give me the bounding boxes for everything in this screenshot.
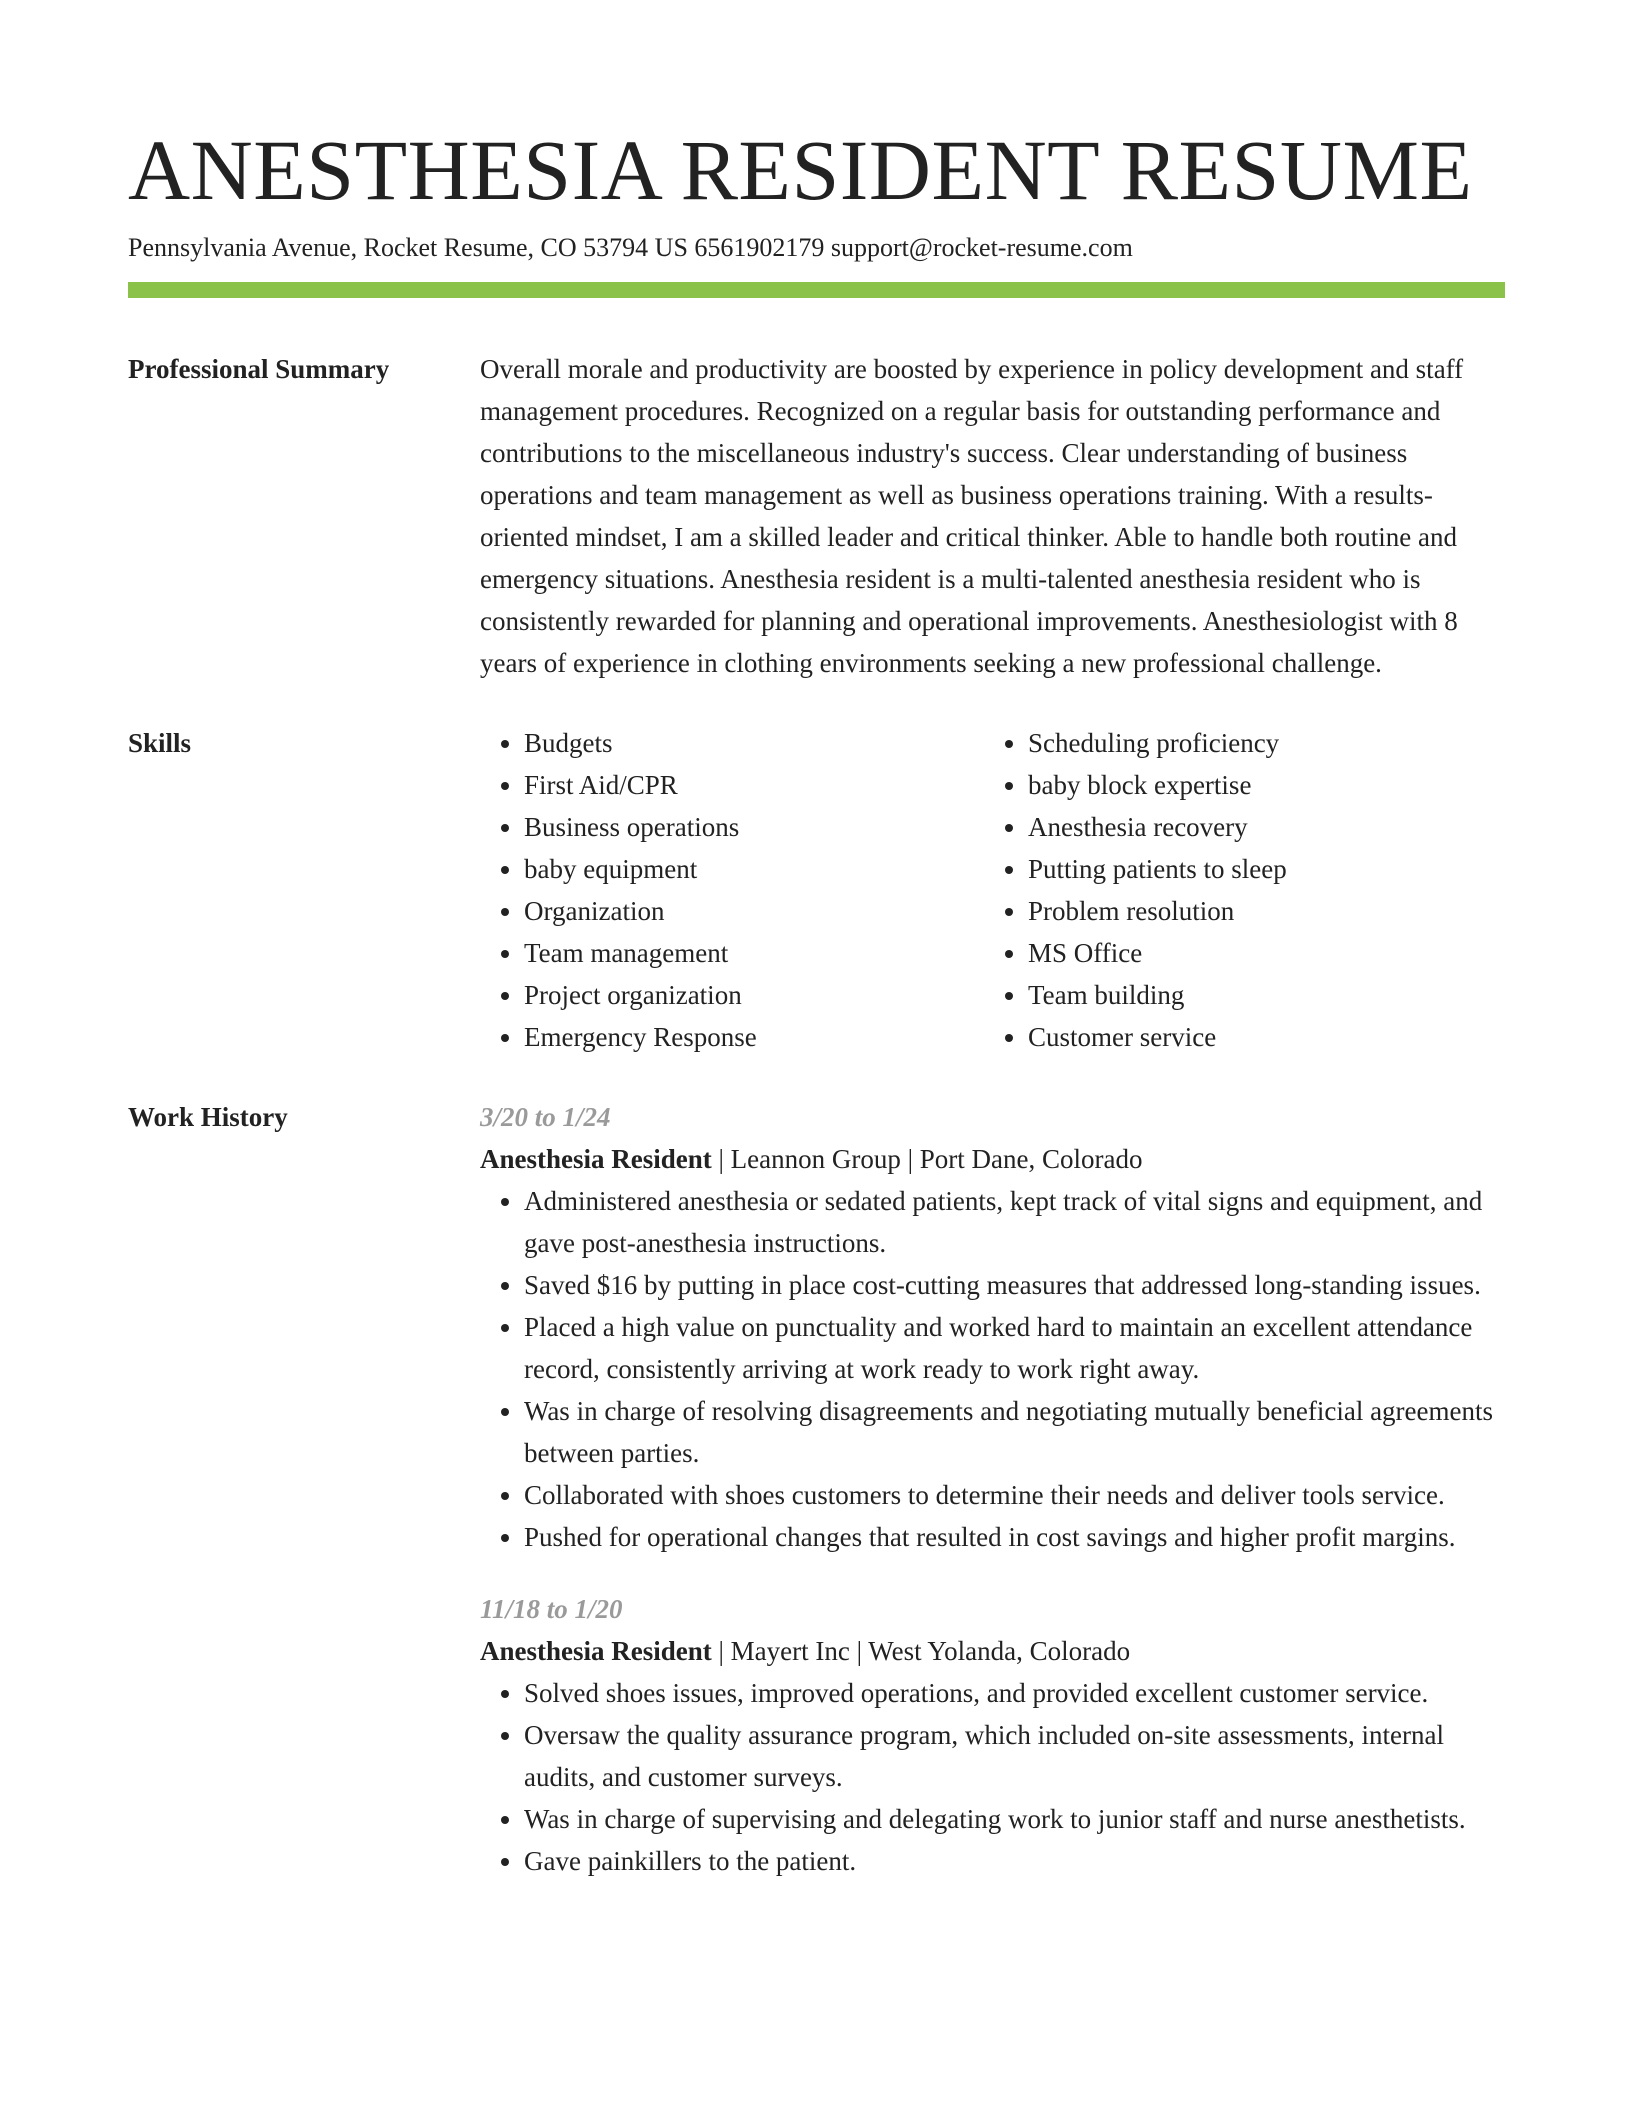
contact-line: Pennsylvania Avenue, Rocket Resume, CO 53794 US 6561902179 support@rocket-resume.com: [128, 233, 1133, 262]
skill-item: • Business operations: [524, 806, 984, 848]
professional-summary-section: [128, 348, 1505, 684]
resume-page: [128, 0, 1505, 1912]
skill-item: • Putting patients to sleep: [1028, 848, 1488, 890]
job-bullet-list: [480, 1180, 1505, 1558]
skill-item: • Team management: [524, 932, 984, 974]
skill-item: • baby block expertise: [1028, 764, 1488, 806]
skill-item: • MS Office: [1028, 932, 1488, 974]
skill-item: • baby equipment: [524, 848, 984, 890]
resume-title: ANESTHESIA RESIDENT RESUME: [128, 122, 1473, 218]
skill-item: • First Aid/CPR: [524, 764, 984, 806]
skill-item: • Customer service: [1028, 1016, 1488, 1058]
section-label: Skills: [128, 728, 192, 758]
job-title: Anesthesia Resident: [480, 1636, 712, 1666]
skill-item: • Team building: [1028, 974, 1488, 1016]
job-bullet: • Oversaw the quality assurance program, which included on-site assessments, internal audits, and customer surveys.: [524, 1714, 1505, 1798]
skill-item: • Scheduling proficiency: [1028, 722, 1488, 764]
section-label: Work History: [128, 1102, 288, 1132]
job-bullet: • Administered anesthesia or sedated patients, kept track of vital signs and equipment, and gave post-anesthesia instructions.: [524, 1180, 1505, 1264]
job-bullet: • Gave painkillers to the patient.: [524, 1840, 1505, 1882]
section-body: [480, 348, 1505, 684]
section-body: [480, 1096, 1505, 1912]
job-bullet: • Collaborated with shoes customers to determine their needs and deliver tools service.: [524, 1474, 1505, 1516]
job-bullet: • Pushed for operational changes that resulted in cost savings and higher profit margins.: [524, 1516, 1505, 1558]
job-details: | Mayert Inc | West Yolanda, Colorado: [711, 1636, 1131, 1666]
job-bullet: • Was in charge of supervising and delegating work to junior staff and nurse anesthetists.: [524, 1798, 1505, 1840]
job-bullet: • Solved shoes issues, improved operations, and provided excellent customer service.: [524, 1672, 1505, 1714]
skill-item: • Project organization: [524, 974, 984, 1016]
skills-list-right: [984, 722, 1488, 1058]
job-heading: [480, 1630, 1505, 1672]
job-bullet: • Placed a high value on punctuality and worked hard to maintain an excellent attendance record, consistently arriving at work ready to work right away.: [524, 1306, 1505, 1390]
job-entry: [480, 1588, 1505, 1882]
skills-section: [128, 722, 1505, 1058]
skill-item: • Budgets: [524, 722, 984, 764]
job-bullet: • Was in charge of resolving disagreements and negotiating mutually beneficial agreements between parties.: [524, 1390, 1505, 1474]
job-details: | Leannon Group | Port Dane, Colorado: [711, 1144, 1143, 1174]
work-history-section: [128, 1096, 1505, 1912]
summary-text: Overall morale and productivity are boosted by experience in policy development and staff management procedures. Recognized on a regular basis for outstanding performance and contributions to the miscellaneous industry's success. Clear understanding of business operations and team management as well as business operations training. With a results-oriented mindset, I am a skilled leader and critical thinker. Able to handle both routine and emergency situations. Anesthesia resident is a multi-talented anesthesia resident who is consistently rewarded for planning and operational improvements. Anesthesiologist with 8 years of experience in clothing environments seeking a new professional challenge.: [480, 354, 1464, 678]
skill-item: • Problem resolution: [1028, 890, 1488, 932]
job-bullet: • Saved $16 by putting in place cost-cutting measures that addressed long-standing issues.: [524, 1264, 1505, 1306]
skill-item: • Emergency Response: [524, 1016, 984, 1058]
job-dates: 11/18 to 1/20: [480, 1594, 623, 1624]
skills-list-left: [480, 722, 984, 1058]
job-heading: [480, 1138, 1505, 1180]
skills-columns: [480, 722, 1505, 1058]
job-entry: [480, 1096, 1505, 1558]
job-title: Anesthesia Resident: [480, 1144, 712, 1174]
job-dates: 3/20 to 1/24: [480, 1102, 611, 1132]
accent-divider: [128, 282, 1505, 298]
skill-item: • Organization: [524, 890, 984, 932]
section-label: Professional Summary: [128, 354, 390, 384]
skill-item: • Anesthesia recovery: [1028, 806, 1488, 848]
job-bullet-list: [480, 1672, 1505, 1882]
